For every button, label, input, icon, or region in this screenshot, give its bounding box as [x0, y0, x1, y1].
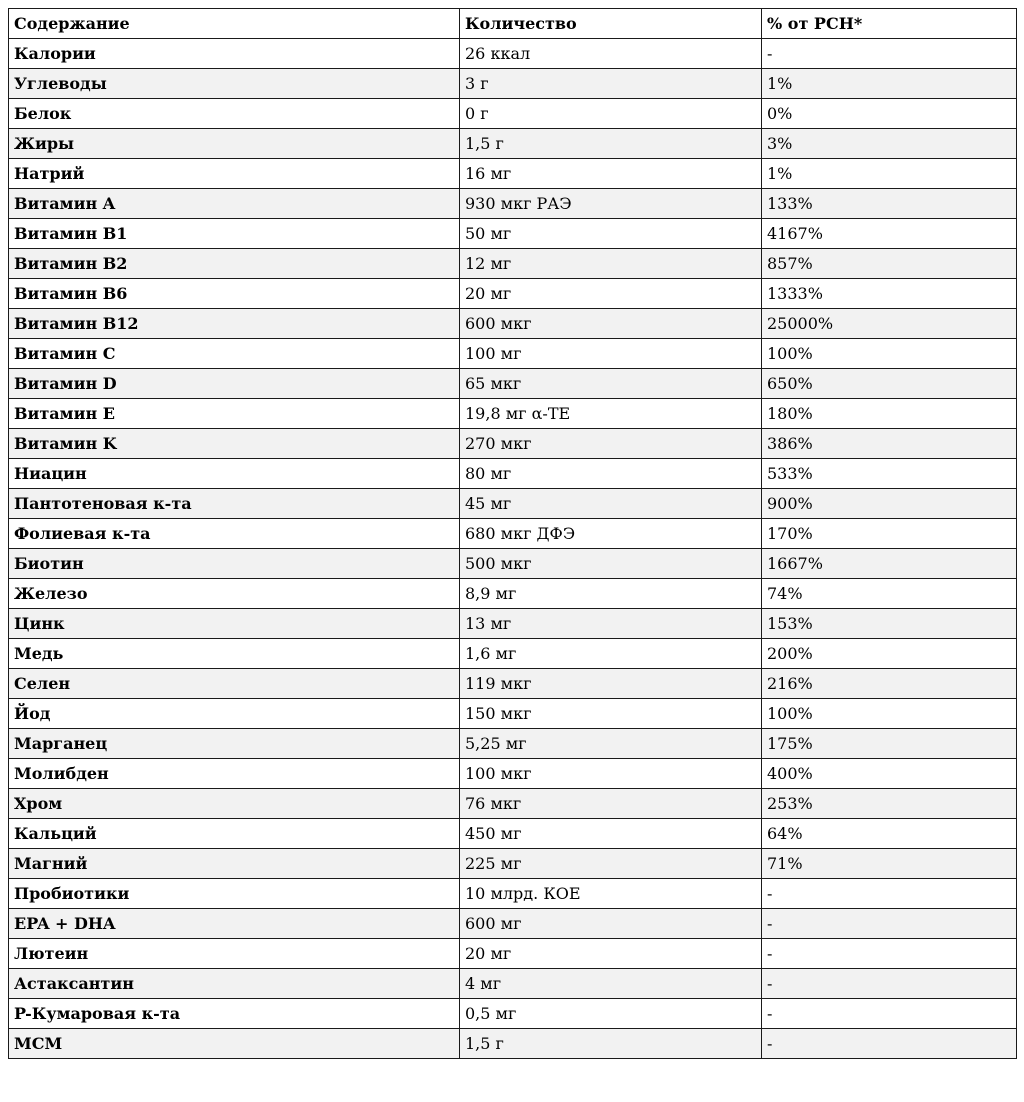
nutrient-amount: 1,5 г — [460, 129, 762, 159]
nutrient-name: Витамин C — [9, 339, 460, 369]
table-row — [9, 279, 1017, 309]
nutrient-name: Пробиотики — [9, 879, 460, 909]
nutrient-percent: - — [762, 39, 1017, 69]
table-row — [9, 99, 1017, 129]
header-row — [9, 9, 1017, 39]
nutrient-amount: 0 г — [460, 99, 762, 129]
nutrient-amount: 100 мкг — [460, 759, 762, 789]
nutrient-name: Витамин B1 — [9, 219, 460, 249]
nutrient-percent: 1333% — [762, 279, 1017, 309]
table-row — [9, 249, 1017, 279]
nutrient-percent: 253% — [762, 789, 1017, 819]
table-row — [9, 939, 1017, 969]
nutrient-amount: 270 мкг — [460, 429, 762, 459]
nutrient-name: Биотин — [9, 549, 460, 579]
nutrient-percent: 650% — [762, 369, 1017, 399]
nutrient-amount: 0,5 мг — [460, 999, 762, 1029]
nutrient-percent: 533% — [762, 459, 1017, 489]
table-row — [9, 399, 1017, 429]
nutrient-name: Витамин D — [9, 369, 460, 399]
nutrient-amount: 76 мкг — [460, 789, 762, 819]
nutrient-percent: 0% — [762, 99, 1017, 129]
table-row — [9, 639, 1017, 669]
table-row — [9, 339, 1017, 369]
nutrient-percent: 1% — [762, 159, 1017, 189]
nutrient-name: Хром — [9, 789, 460, 819]
nutrient-amount: 150 мкг — [460, 699, 762, 729]
table-row — [9, 489, 1017, 519]
nutrient-amount: 19,8 мг α-TE — [460, 399, 762, 429]
nutrient-amount: 26 ккал — [460, 39, 762, 69]
nutrient-amount: 10 млрд. КОЕ — [460, 879, 762, 909]
nutrient-amount: 119 мкг — [460, 669, 762, 699]
nutrient-amount: 680 мкг ДФЭ — [460, 519, 762, 549]
table-row — [9, 519, 1017, 549]
nutrient-name: Калории — [9, 39, 460, 69]
nutrient-name: Кальций — [9, 819, 460, 849]
nutrient-percent: 100% — [762, 699, 1017, 729]
nutrient-name: EPA + DHA — [9, 909, 460, 939]
nutrient-percent: - — [762, 999, 1017, 1029]
nutrient-percent: - — [762, 1029, 1017, 1059]
nutrient-name: Цинк — [9, 609, 460, 639]
nutrient-percent: 4167% — [762, 219, 1017, 249]
nutrient-name: Витамин B6 — [9, 279, 460, 309]
nutrient-percent: 857% — [762, 249, 1017, 279]
nutrient-percent: - — [762, 969, 1017, 999]
nutrient-percent: - — [762, 939, 1017, 969]
table-row — [9, 189, 1017, 219]
nutrient-percent: 180% — [762, 399, 1017, 429]
nutrient-amount: 1,5 г — [460, 1029, 762, 1059]
nutrient-percent: 1% — [762, 69, 1017, 99]
nutrient-name: Молибден — [9, 759, 460, 789]
nutrient-name: Йод — [9, 699, 460, 729]
nutrient-amount: 450 мг — [460, 819, 762, 849]
nutrient-amount: 20 мг — [460, 939, 762, 969]
nutrient-amount: 1,6 мг — [460, 639, 762, 669]
nutrient-amount: 600 мкг — [460, 309, 762, 339]
table-row — [9, 549, 1017, 579]
nutrient-percent: - — [762, 909, 1017, 939]
table-row — [9, 669, 1017, 699]
table-row — [9, 879, 1017, 909]
table-row — [9, 909, 1017, 939]
table-row — [9, 699, 1017, 729]
nutrient-percent: 386% — [762, 429, 1017, 459]
table-row — [9, 129, 1017, 159]
nutrient-amount: 80 мг — [460, 459, 762, 489]
nutrient-name: Витамин B2 — [9, 249, 460, 279]
nutrient-percent: 400% — [762, 759, 1017, 789]
table-row — [9, 729, 1017, 759]
nutrient-percent: 216% — [762, 669, 1017, 699]
table-row — [9, 999, 1017, 1029]
table-row — [9, 39, 1017, 69]
nutrient-percent: 133% — [762, 189, 1017, 219]
table-row — [9, 369, 1017, 399]
nutrient-name: MCM — [9, 1029, 460, 1059]
nutrient-percent: 153% — [762, 609, 1017, 639]
nutrient-percent: 900% — [762, 489, 1017, 519]
nutrient-amount: 45 мг — [460, 489, 762, 519]
nutrient-amount: 500 мкг — [460, 549, 762, 579]
nutrient-amount: 100 мг — [460, 339, 762, 369]
nutrient-amount: 930 мкг РАЭ — [460, 189, 762, 219]
nutrient-amount: 5,25 мг — [460, 729, 762, 759]
nutrient-name: Лютеин — [9, 939, 460, 969]
nutrient-name: Медь — [9, 639, 460, 669]
header-content: Содержание — [9, 9, 460, 39]
nutrient-name: Жиры — [9, 129, 460, 159]
nutrient-amount: 13 мг — [460, 609, 762, 639]
table-row — [9, 309, 1017, 339]
nutrient-name: Фолиевая к-та — [9, 519, 460, 549]
nutrient-name: Витамин K — [9, 429, 460, 459]
nutrient-percent: 25000% — [762, 309, 1017, 339]
nutrient-amount: 12 мг — [460, 249, 762, 279]
table-row — [9, 1029, 1017, 1059]
table-row — [9, 579, 1017, 609]
nutrient-percent: 64% — [762, 819, 1017, 849]
table-row — [9, 459, 1017, 489]
table-row — [9, 969, 1017, 999]
table-row — [9, 159, 1017, 189]
nutrient-name: Астаксантин — [9, 969, 460, 999]
nutrient-amount: 600 мг — [460, 909, 762, 939]
nutrient-percent: 74% — [762, 579, 1017, 609]
nutrient-name: Магний — [9, 849, 460, 879]
nutrient-percent: 175% — [762, 729, 1017, 759]
nutrient-name: P-Кумаровая к-та — [9, 999, 460, 1029]
nutrient-name: Железо — [9, 579, 460, 609]
table-row — [9, 609, 1017, 639]
nutrient-name: Марганец — [9, 729, 460, 759]
nutrient-name: Ниацин — [9, 459, 460, 489]
nutrient-amount: 16 мг — [460, 159, 762, 189]
nutrient-percent: 100% — [762, 339, 1017, 369]
header-amount: Количество — [460, 9, 762, 39]
nutrient-name: Витамин A — [9, 189, 460, 219]
nutrient-name: Селен — [9, 669, 460, 699]
nutrient-name: Углеводы — [9, 69, 460, 99]
nutrient-percent: 170% — [762, 519, 1017, 549]
header-percent-rsn: % от РСН* — [762, 9, 1017, 39]
nutrient-amount: 65 мкг — [460, 369, 762, 399]
nutrient-percent: 200% — [762, 639, 1017, 669]
table-row — [9, 219, 1017, 249]
table-row — [9, 759, 1017, 789]
table-row — [9, 819, 1017, 849]
table-body — [9, 39, 1017, 1059]
nutrient-amount: 20 мг — [460, 279, 762, 309]
nutrient-name: Натрий — [9, 159, 460, 189]
nutrient-amount: 3 г — [460, 69, 762, 99]
table-row — [9, 789, 1017, 819]
nutrition-table — [8, 8, 1017, 1059]
nutrient-percent: 71% — [762, 849, 1017, 879]
nutrient-name: Витамин E — [9, 399, 460, 429]
nutrient-name: Белок — [9, 99, 460, 129]
nutrient-name: Витамин B12 — [9, 309, 460, 339]
table-row — [9, 429, 1017, 459]
nutrient-percent: 3% — [762, 129, 1017, 159]
nutrient-amount: 4 мг — [460, 969, 762, 999]
table-row — [9, 849, 1017, 879]
nutrient-percent: 1667% — [762, 549, 1017, 579]
nutrient-percent: - — [762, 879, 1017, 909]
nutrient-name: Пантотеновая к-та — [9, 489, 460, 519]
nutrient-amount: 50 мг — [460, 219, 762, 249]
table-row — [9, 69, 1017, 99]
nutrient-amount: 225 мг — [460, 849, 762, 879]
nutrient-amount: 8,9 мг — [460, 579, 762, 609]
